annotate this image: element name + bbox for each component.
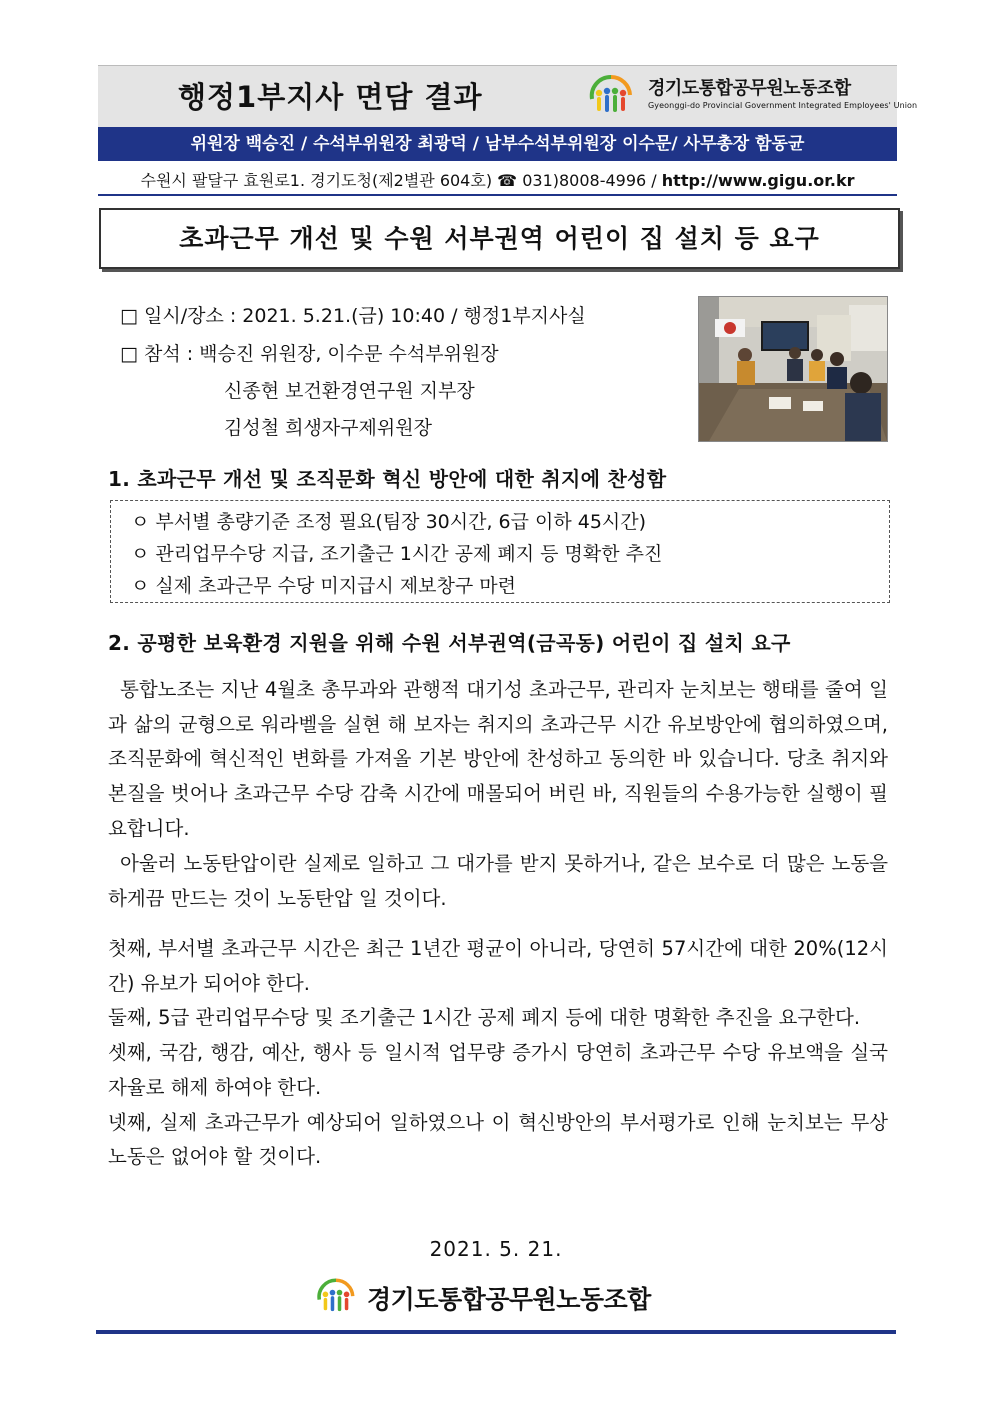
section-heading: 2. 공평한 보육환경 지원을 위해 수원 서부권역(금곡동) 어린이 집 설치 요구 [108, 631, 791, 655]
attendees-line: 김성철 희생자구제위원장 [224, 417, 432, 439]
body-paragraph: 통합노조는 지난 4월초 총무과와 관행적 대기성 초과근무, 관리자 눈치보는 행태를 줄여 일과 삶의 균형으로 워라벨을 실현 해 보자는 취지의 초과근무 시간 유보방안에 협의하였으며, 조직문화에 혁신적인 변화를 가져올 기본 방안에 찬성하고 동의한 바 있습니다. 당초 취지와 본질을 벗어나 초과근무 수당 감축 시간에 매몰되어 버린 바, 직원들의 수용가능한 실행이 필요합니다. [108, 678, 888, 840]
phone-number: 031)8008-4996 [522, 171, 647, 190]
header-divider [98, 194, 897, 196]
officers-bar: 위원장 백승진 / 수석부위원장 최광덕 / 남부수석부위원장 이수문/ 사무총장 함동균 [98, 127, 897, 161]
demand-list [108, 932, 888, 1175]
phone-icon: ☎ [497, 171, 518, 190]
attendees-line: 신종현 보건환경연구원 지부장 [224, 380, 475, 402]
demand-item: 셋째, 국감, 행감, 예산, 행사 등 일시적 업무량 증가시 당연히 초과근무 수당 유보액을 실국 자율로 해제 하여야 한다. [108, 1041, 888, 1099]
meeting-photo [698, 296, 888, 442]
footer-divider [96, 1330, 896, 1334]
summary-bullet: ㅇ 관리업무수당 지급, 조기출근 1시간 공제 폐지 등 명확한 추진 [131, 543, 663, 565]
union-logo-icon [586, 71, 636, 121]
section-heading: 1. 초과근무 개선 및 조직문화 혁신 방안에 대한 취지에 찬성함 [108, 467, 667, 491]
headline: 초과근무 개선 및 수원 서부권역 어린이 집 설치 등 요구 [99, 208, 900, 269]
demand-item: 넷째, 실제 초과근무가 예상되어 일하였으나 이 혁신방안의 부서평가로 인해 눈치보는 무상노동은 없어야 할 것이다. [108, 1110, 888, 1169]
demand-item: 둘째, 5급 관리업무수당 및 조기출근 1시간 공제 폐지 등에 대한 명확한 추진을 요구한다. [108, 1006, 861, 1030]
summary-bullet: ㅇ 부서별 총량기준 조정 필요(팀장 30시간, 6급 이하 45시간) [131, 511, 647, 533]
union-logo-icon [314, 1275, 358, 1319]
document-title: 행정1부지사 면담 결과 [178, 80, 483, 114]
union-name-english: Gyeonggi-do Provincial Government Integrated Employees' Union [648, 101, 918, 110]
demand-item: 첫째, 부서별 초과근무 시간은 최근 1년간 평균이 아니라, 당연히 57시간에 대한 20%(12시간) 유보가 되어야 한다. [108, 937, 888, 995]
attendees-line: □ 참석 : 백승진 위원장, 이수문 수석부위원장 [120, 343, 499, 365]
separator: / [651, 171, 657, 190]
issue-date: 2021. 5. 21. [429, 1237, 563, 1261]
address-text: 수원시 팔달구 효원로1. 경기도청(제2별관 604호) [140, 171, 493, 190]
footer-union-name: 경기도통합공무원노동조합 [367, 1285, 651, 1314]
summary-bullet: ㅇ 실제 초과근무 수당 미지급시 제보창구 마련 [131, 575, 516, 597]
meeting-datetime: □ 일시/장소 : 2021. 5.21.(금) 10:40 / 행정1부지사실 [120, 305, 586, 327]
summary-box [110, 500, 890, 603]
union-name: 경기도통합공무원노동조합 [648, 78, 851, 99]
body-paragraph: 아울러 노동탄압이란 실제로 일하고 그 대가를 받지 못하거나, 같은 보수로 더 많은 노동을 하게끔 만드는 것이 노동탄압 일 것이다. [108, 852, 888, 910]
website-link[interactable]: http://www.gigu.or.kr [661, 171, 855, 190]
contact-line [98, 168, 897, 191]
